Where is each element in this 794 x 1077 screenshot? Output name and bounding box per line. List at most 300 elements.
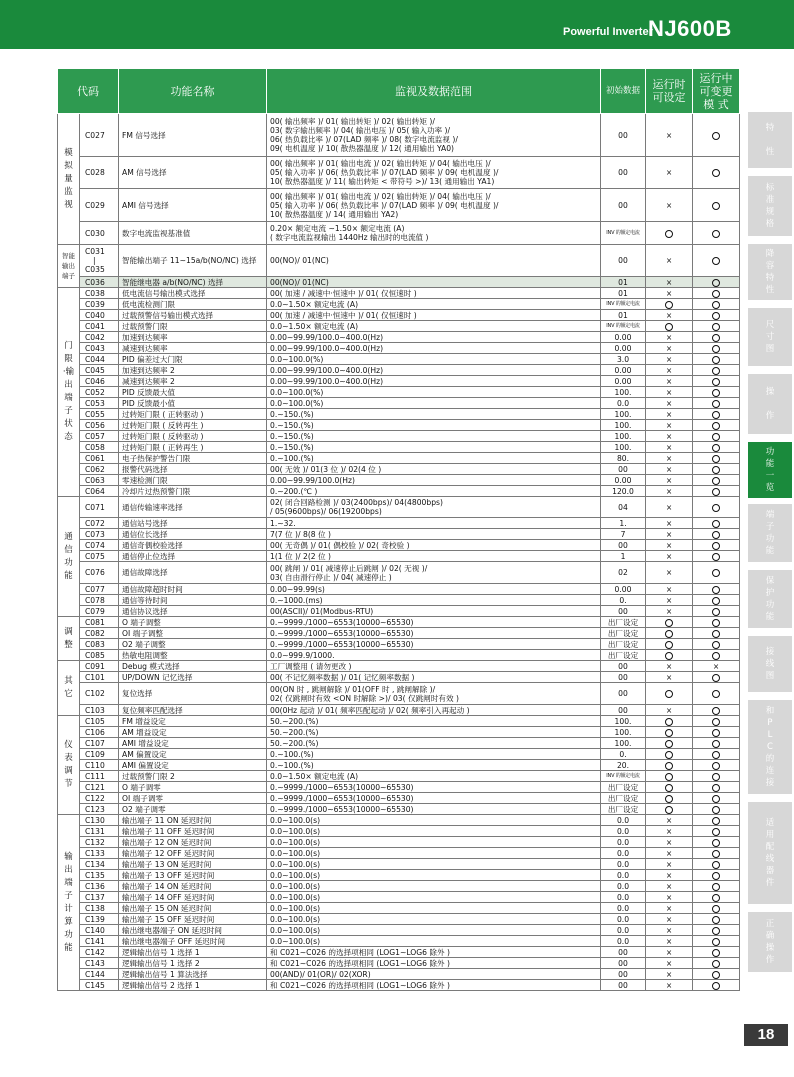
table-row bbox=[58, 859, 740, 870]
param-code-line: C035 bbox=[85, 265, 105, 274]
circle-icon bbox=[665, 718, 673, 726]
param-range bbox=[267, 947, 601, 958]
table-row bbox=[58, 617, 740, 628]
circle-icon bbox=[712, 828, 720, 836]
table-row bbox=[58, 245, 740, 277]
table-row bbox=[58, 497, 740, 518]
param-range-line: 50.~200.(%) bbox=[270, 738, 319, 748]
run-settable-mark: × bbox=[646, 837, 693, 848]
param-code: C137 bbox=[80, 892, 119, 903]
group-label-char: 功 bbox=[64, 557, 73, 568]
param-range-line: 02( 仅跳闸时有效 <ON 时解除 >)/ 03( 仅跳闸时有效 ) bbox=[270, 693, 459, 703]
param-range bbox=[267, 980, 601, 991]
group-label-char: 整 bbox=[64, 639, 73, 650]
table-body bbox=[58, 114, 740, 991]
param-range bbox=[267, 804, 601, 815]
param-code: C083 bbox=[80, 639, 119, 650]
circle-icon bbox=[712, 839, 720, 847]
group-label-char: 端 bbox=[64, 393, 73, 403]
table-row bbox=[58, 980, 740, 991]
run-settable-mark: × bbox=[646, 529, 693, 540]
table-row bbox=[58, 793, 740, 804]
param-name: 输出端子 15 OFF 延迟时间 bbox=[119, 914, 267, 925]
table-row bbox=[58, 969, 740, 980]
param-code: C107 bbox=[80, 738, 119, 749]
table-row bbox=[58, 848, 740, 859]
param-range bbox=[267, 782, 601, 793]
param-range bbox=[267, 859, 601, 870]
table-row bbox=[58, 595, 740, 606]
table-row bbox=[58, 738, 740, 749]
run-changeable-mark bbox=[693, 903, 740, 914]
run-changeable-mark bbox=[693, 914, 740, 925]
param-range bbox=[267, 881, 601, 892]
side-tab-char: 操 bbox=[765, 943, 775, 953]
side-tab[interactable] bbox=[748, 636, 792, 692]
param-initial: 0.0 bbox=[601, 815, 646, 826]
circle-icon bbox=[712, 883, 720, 891]
run-settable-mark: × bbox=[646, 453, 693, 464]
run-changeable-mark bbox=[693, 453, 740, 464]
param-range-line: 0.~100.(%) bbox=[270, 453, 314, 463]
circle-icon bbox=[665, 323, 673, 331]
run-changeable-mark bbox=[693, 189, 740, 222]
param-range-line: 10( 散热器温度 )/ 14( 通用输出 YA2) bbox=[270, 209, 399, 219]
circle-icon bbox=[712, 301, 720, 309]
side-tab[interactable] bbox=[748, 504, 792, 562]
circle-icon bbox=[712, 630, 720, 638]
param-name: 输出端子 15 ON 延迟时间 bbox=[119, 903, 267, 914]
side-tab-char: 线 bbox=[765, 854, 775, 864]
circle-icon bbox=[665, 301, 673, 309]
run-settable-mark: × bbox=[646, 464, 693, 475]
run-settable-mark: × bbox=[646, 914, 693, 925]
run-settable-mark: × bbox=[646, 245, 693, 277]
param-range bbox=[267, 705, 601, 716]
param-name: OI 端子调零 bbox=[119, 793, 267, 804]
param-code: C131 bbox=[80, 826, 119, 837]
circle-icon bbox=[712, 641, 720, 649]
param-range bbox=[267, 288, 601, 299]
run-settable-mark: × bbox=[646, 518, 693, 529]
side-tab-char: L bbox=[767, 730, 773, 740]
param-range bbox=[267, 595, 601, 606]
side-tab-char: 标 bbox=[765, 183, 775, 193]
circle-icon bbox=[712, 378, 720, 386]
param-initial: 00 bbox=[601, 189, 646, 222]
circle-icon bbox=[712, 872, 720, 880]
side-tab[interactable] bbox=[748, 112, 792, 168]
param-initial: INV 的额定电流 bbox=[601, 299, 646, 310]
side-tab[interactable] bbox=[748, 442, 792, 498]
param-name: 加速到达频率 2 bbox=[119, 365, 267, 376]
side-tab-char: 保 bbox=[765, 576, 775, 586]
param-range bbox=[267, 453, 601, 464]
param-range-line: 00( 输出频率 )/ 01( 输出电流 )/ 02( 输出转矩 )/ 04( 输出电压 )/ bbox=[270, 159, 491, 168]
circle-icon bbox=[665, 230, 673, 238]
param-initial: 100. bbox=[601, 387, 646, 398]
param-initial: 01 bbox=[601, 310, 646, 321]
param-range-line: 0.~150.(%) bbox=[270, 442, 314, 452]
param-name: 输出端子 14 OFF 延迟时间 bbox=[119, 892, 267, 903]
run-changeable-mark bbox=[693, 760, 740, 771]
param-code: C074 bbox=[80, 540, 119, 551]
run-changeable-mark bbox=[693, 936, 740, 947]
param-name: 通信奇偶校验选择 bbox=[119, 540, 267, 551]
run-changeable-mark bbox=[693, 321, 740, 332]
side-tab[interactable] bbox=[748, 374, 792, 434]
param-range-line: 00(ASCII)/ 01(Modbus-RTU) bbox=[270, 606, 374, 616]
run-changeable-mark bbox=[693, 738, 740, 749]
param-name: 输出继电器端子 OFF 延迟时间 bbox=[119, 936, 267, 947]
param-range-line: 0.00~99.99/100.0~400.0(Hz) bbox=[270, 343, 384, 353]
param-code: C063 bbox=[80, 475, 119, 486]
param-code: C078 bbox=[80, 595, 119, 606]
group-label-char: 输出 bbox=[62, 262, 75, 270]
table-row bbox=[58, 387, 740, 398]
table-row bbox=[58, 222, 740, 245]
param-initial: 0.0 bbox=[601, 870, 646, 881]
circle-icon bbox=[712, 707, 720, 715]
param-initial: INV 的额定电流 bbox=[601, 771, 646, 782]
param-name: 减速到达频率 2 bbox=[119, 376, 267, 387]
circle-icon bbox=[712, 850, 720, 858]
run-settable-mark: × bbox=[646, 551, 693, 562]
run-settable-mark: × bbox=[646, 870, 693, 881]
param-initial: 3.0 bbox=[601, 354, 646, 365]
header-name: 功能名称 bbox=[119, 69, 267, 114]
param-name: 逻辑输出信号 2 选择 1 bbox=[119, 980, 267, 991]
param-range bbox=[267, 815, 601, 826]
param-code: C040 bbox=[80, 310, 119, 321]
parameter-table-container bbox=[57, 68, 739, 991]
circle-icon bbox=[712, 971, 720, 979]
circle-icon bbox=[712, 740, 720, 748]
run-settable-mark: × bbox=[646, 354, 693, 365]
param-code: C121 bbox=[80, 782, 119, 793]
param-name: 逻辑输出信号 1 算法选择 bbox=[119, 969, 267, 980]
table-row bbox=[58, 760, 740, 771]
param-name: 低电流检测门限 bbox=[119, 299, 267, 310]
param-range-line: 0.0~100.0(s) bbox=[270, 870, 321, 880]
group-label-char: 拟 bbox=[64, 160, 73, 171]
param-range bbox=[267, 848, 601, 859]
header-run-settable: 运行时 可设定 bbox=[646, 69, 693, 114]
side-tab[interactable] bbox=[748, 700, 792, 794]
param-range bbox=[267, 870, 601, 881]
group-label-char: 监 bbox=[64, 186, 73, 197]
run-settable-mark: × bbox=[646, 947, 693, 958]
run-settable-mark: × bbox=[646, 859, 693, 870]
table-row bbox=[58, 584, 740, 595]
param-initial: 80. bbox=[601, 453, 646, 464]
param-code: C042 bbox=[80, 332, 119, 343]
table-row bbox=[58, 365, 740, 376]
param-range-line: 00(NO)/ 01(NC) bbox=[270, 256, 329, 265]
param-code: C145 bbox=[80, 980, 119, 991]
run-settable-mark bbox=[646, 771, 693, 782]
circle-icon bbox=[712, 619, 720, 627]
param-range bbox=[267, 475, 601, 486]
table-row bbox=[58, 639, 740, 650]
param-name: 输出继电器端子 ON 延迟时间 bbox=[119, 925, 267, 936]
table-row bbox=[58, 310, 740, 321]
side-tab[interactable] bbox=[748, 244, 792, 300]
table-row bbox=[58, 727, 740, 738]
param-range bbox=[267, 277, 601, 288]
side-tab[interactable] bbox=[748, 912, 792, 972]
side-tab-char: 降 bbox=[765, 249, 775, 259]
side-tab-char: 子 bbox=[765, 522, 775, 532]
run-changeable-mark: × bbox=[693, 661, 740, 672]
param-range-line: 7(7 位 )/ 8(8 位 ) bbox=[270, 529, 331, 539]
circle-icon bbox=[665, 740, 673, 748]
side-tab[interactable] bbox=[748, 802, 792, 904]
side-tab-char: 尺 bbox=[765, 320, 775, 330]
param-code: C041 bbox=[80, 321, 119, 332]
param-range bbox=[267, 628, 601, 639]
param-range-line: 10( 散热器温度 )/ 11( 输出转矩 < 带符号 >)/ 13( 通用输出 YA1) bbox=[270, 177, 495, 186]
param-name: 智能输出端子 11~15a/b(NO/NC) 选择 bbox=[119, 245, 267, 277]
param-range bbox=[267, 398, 601, 409]
circle-icon bbox=[712, 334, 720, 342]
param-code: C046 bbox=[80, 376, 119, 387]
param-initial: 0.0 bbox=[601, 914, 646, 925]
param-initial: 00 bbox=[601, 958, 646, 969]
circle-icon bbox=[712, 290, 720, 298]
param-name: 通信故障选择 bbox=[119, 562, 267, 584]
run-changeable-mark bbox=[693, 420, 740, 431]
run-settable-mark: × bbox=[646, 562, 693, 584]
param-initial: 100. bbox=[601, 431, 646, 442]
table-row bbox=[58, 661, 740, 672]
param-initial: 出厂设定 bbox=[601, 617, 646, 628]
param-code-line: | bbox=[93, 256, 96, 265]
param-name: FM 信号选择 bbox=[119, 114, 267, 157]
circle-icon bbox=[712, 542, 720, 550]
run-settable-mark: × bbox=[646, 442, 693, 453]
param-code-line: C031 bbox=[85, 247, 105, 256]
param-range-line: 0.0~100.0(s) bbox=[270, 881, 321, 891]
side-tab-char bbox=[769, 398, 772, 410]
param-range bbox=[267, 617, 601, 628]
run-changeable-mark bbox=[693, 518, 740, 529]
param-name: AMI 偏置设定 bbox=[119, 760, 267, 771]
run-changeable-mark bbox=[693, 442, 740, 453]
run-changeable-mark bbox=[693, 881, 740, 892]
table-header-row bbox=[58, 69, 740, 114]
param-initial: 0. bbox=[601, 595, 646, 606]
side-tab-char: 能 bbox=[765, 546, 775, 556]
param-range-line: 0.00~99.99(s) bbox=[270, 584, 325, 594]
run-changeable-mark bbox=[693, 969, 740, 980]
run-changeable-mark bbox=[693, 705, 740, 716]
run-settable-mark bbox=[646, 683, 693, 705]
circle-icon bbox=[712, 586, 720, 594]
param-code: C138 bbox=[80, 903, 119, 914]
param-initial: 1 bbox=[601, 551, 646, 562]
param-name: UP/DOWN 记忆选择 bbox=[119, 672, 267, 683]
circle-icon bbox=[712, 960, 720, 968]
side-tab-char: 规 bbox=[765, 207, 775, 217]
param-range-line: 03( 自由滑行停止 )/ 04( 减速停止 ) bbox=[270, 572, 392, 582]
param-code: C036 bbox=[80, 277, 119, 288]
run-settable-mark: × bbox=[646, 848, 693, 859]
table-row bbox=[58, 903, 740, 914]
circle-icon bbox=[712, 905, 720, 913]
side-tab-char: 特 bbox=[765, 273, 775, 283]
param-name: 逻辑输出信号 1 选择 1 bbox=[119, 947, 267, 958]
run-changeable-mark bbox=[693, 815, 740, 826]
run-settable-mark: × bbox=[646, 332, 693, 343]
param-initial: INV 的额定电流 bbox=[601, 222, 646, 245]
run-changeable-mark bbox=[693, 672, 740, 683]
param-range bbox=[267, 892, 601, 903]
circle-icon bbox=[712, 504, 720, 512]
run-changeable-mark bbox=[693, 343, 740, 354]
group-label-char: 限 bbox=[64, 354, 73, 364]
side-tab-char: 图 bbox=[765, 671, 775, 681]
circle-icon bbox=[712, 762, 720, 770]
circle-icon bbox=[712, 132, 720, 140]
table-row bbox=[58, 606, 740, 617]
side-tab-char: 操 bbox=[765, 387, 775, 397]
param-range-line: 00( 输出频率 )/ 01( 输出转矩 )/ 02( 输出转矩 )/ bbox=[270, 117, 435, 126]
param-range-line: 0.~150.(%) bbox=[270, 420, 314, 430]
run-settable-mark bbox=[646, 727, 693, 738]
table-row bbox=[58, 332, 740, 343]
side-tab-char: 作 bbox=[765, 955, 775, 965]
circle-icon bbox=[712, 411, 720, 419]
param-code: C075 bbox=[80, 551, 119, 562]
run-changeable-mark bbox=[693, 749, 740, 760]
circle-icon bbox=[712, 553, 720, 561]
param-name: 过转矩门限 ( 反转驱动 ) bbox=[119, 431, 267, 442]
param-name: 通信故障超时时间 bbox=[119, 584, 267, 595]
table-row bbox=[58, 870, 740, 881]
param-name: 输出端子 12 OFF 延迟时间 bbox=[119, 848, 267, 859]
param-initial: 0.00 bbox=[601, 475, 646, 486]
circle-icon bbox=[665, 630, 673, 638]
circle-icon bbox=[712, 367, 720, 375]
run-changeable-mark bbox=[693, 980, 740, 991]
side-tab[interactable] bbox=[748, 570, 792, 628]
param-range-line: 00( 加速 / 减速中·恒速中 )/ 01( 仅恒速时 ) bbox=[270, 288, 417, 298]
table-row bbox=[58, 650, 740, 661]
param-range-line: 工厂调整用 ( 请勿更改 ) bbox=[270, 661, 352, 671]
header-initial: 初始数据 bbox=[601, 69, 646, 114]
circle-icon bbox=[712, 455, 720, 463]
param-code: C058 bbox=[80, 442, 119, 453]
side-tab-char: P bbox=[767, 718, 773, 728]
run-settable-mark: × bbox=[646, 606, 693, 617]
param-code: C072 bbox=[80, 518, 119, 529]
header-run-changeable: 运行中 可变更 模 式 bbox=[693, 69, 740, 114]
side-tab-char: 器 bbox=[765, 866, 775, 876]
param-initial: 120.0 bbox=[601, 486, 646, 497]
param-initial: 00 bbox=[601, 969, 646, 980]
circle-icon bbox=[712, 169, 720, 177]
run-changeable-mark bbox=[693, 958, 740, 969]
param-code: C044 bbox=[80, 354, 119, 365]
param-range-line: 0.00~99.99/100.0~400.0(Hz) bbox=[270, 365, 384, 375]
side-tab[interactable] bbox=[748, 308, 792, 366]
circle-icon bbox=[712, 433, 720, 441]
circle-icon bbox=[712, 279, 720, 287]
run-settable-mark bbox=[646, 804, 693, 815]
side-tab-char: 能 bbox=[765, 612, 775, 622]
run-changeable-mark bbox=[693, 617, 740, 628]
param-initial: 0.0 bbox=[601, 903, 646, 914]
circle-icon bbox=[712, 422, 720, 430]
param-name: 过转矩门限 ( 反转再生 ) bbox=[119, 420, 267, 431]
param-code: C043 bbox=[80, 343, 119, 354]
parameter-table bbox=[57, 68, 740, 991]
param-name: OI 端子调整 bbox=[119, 628, 267, 639]
run-changeable-mark bbox=[693, 639, 740, 650]
run-changeable-mark bbox=[693, 782, 740, 793]
param-name: PID 偏差过大门限 bbox=[119, 354, 267, 365]
param-name: 通信传输速率选择 bbox=[119, 497, 267, 518]
param-name: O2 端子调整 bbox=[119, 639, 267, 650]
param-range bbox=[267, 683, 601, 705]
table-row bbox=[58, 321, 740, 332]
run-changeable-mark bbox=[693, 848, 740, 859]
param-range bbox=[267, 793, 601, 804]
table-row bbox=[58, 958, 740, 969]
param-range-line: 05( 输入功率 )/ 06( 热负载比率 )/ 07(LAD 频率 )/ 09( 电机温度 )/ bbox=[270, 168, 499, 177]
table-row bbox=[58, 442, 740, 453]
param-range bbox=[267, 518, 601, 529]
param-name: PID 反馈最小值 bbox=[119, 398, 267, 409]
table-row bbox=[58, 881, 740, 892]
run-settable-mark bbox=[646, 628, 693, 639]
param-initial: 00 bbox=[601, 947, 646, 958]
table-row bbox=[58, 518, 740, 529]
param-initial: 100. bbox=[601, 716, 646, 727]
group-label-char: 模 bbox=[64, 147, 73, 158]
param-code: C038 bbox=[80, 288, 119, 299]
param-name: 电子热保护警告门限 bbox=[119, 453, 267, 464]
param-range bbox=[267, 387, 601, 398]
run-changeable-mark bbox=[693, 551, 740, 562]
header-code: 代码 bbox=[58, 69, 119, 114]
param-name: PID 反馈最大值 bbox=[119, 387, 267, 398]
param-initial: 100. bbox=[601, 420, 646, 431]
param-code: C122 bbox=[80, 793, 119, 804]
run-settable-mark: × bbox=[646, 277, 693, 288]
param-range-line: 00(ON 时 , 跳闸解除 )/ 01(OFF 时 , 跳闸解除 )/ bbox=[270, 684, 436, 694]
run-settable-mark: × bbox=[646, 705, 693, 716]
param-range bbox=[267, 245, 601, 277]
param-range bbox=[267, 409, 601, 420]
param-name: 复位频率匹配选择 bbox=[119, 705, 267, 716]
side-tab[interactable] bbox=[748, 176, 792, 236]
run-settable-mark bbox=[646, 738, 693, 749]
circle-icon bbox=[712, 784, 720, 792]
run-changeable-mark bbox=[693, 837, 740, 848]
group-label-char: 视 bbox=[64, 199, 73, 210]
param-code: C053 bbox=[80, 398, 119, 409]
run-settable-mark: × bbox=[646, 969, 693, 980]
param-range-line: 1.~32. bbox=[270, 518, 296, 528]
param-code: C082 bbox=[80, 628, 119, 639]
run-settable-mark: × bbox=[646, 661, 693, 672]
circle-icon bbox=[665, 751, 673, 759]
param-code: C076 bbox=[80, 562, 119, 584]
run-changeable-mark bbox=[693, 683, 740, 705]
run-settable-mark bbox=[646, 617, 693, 628]
